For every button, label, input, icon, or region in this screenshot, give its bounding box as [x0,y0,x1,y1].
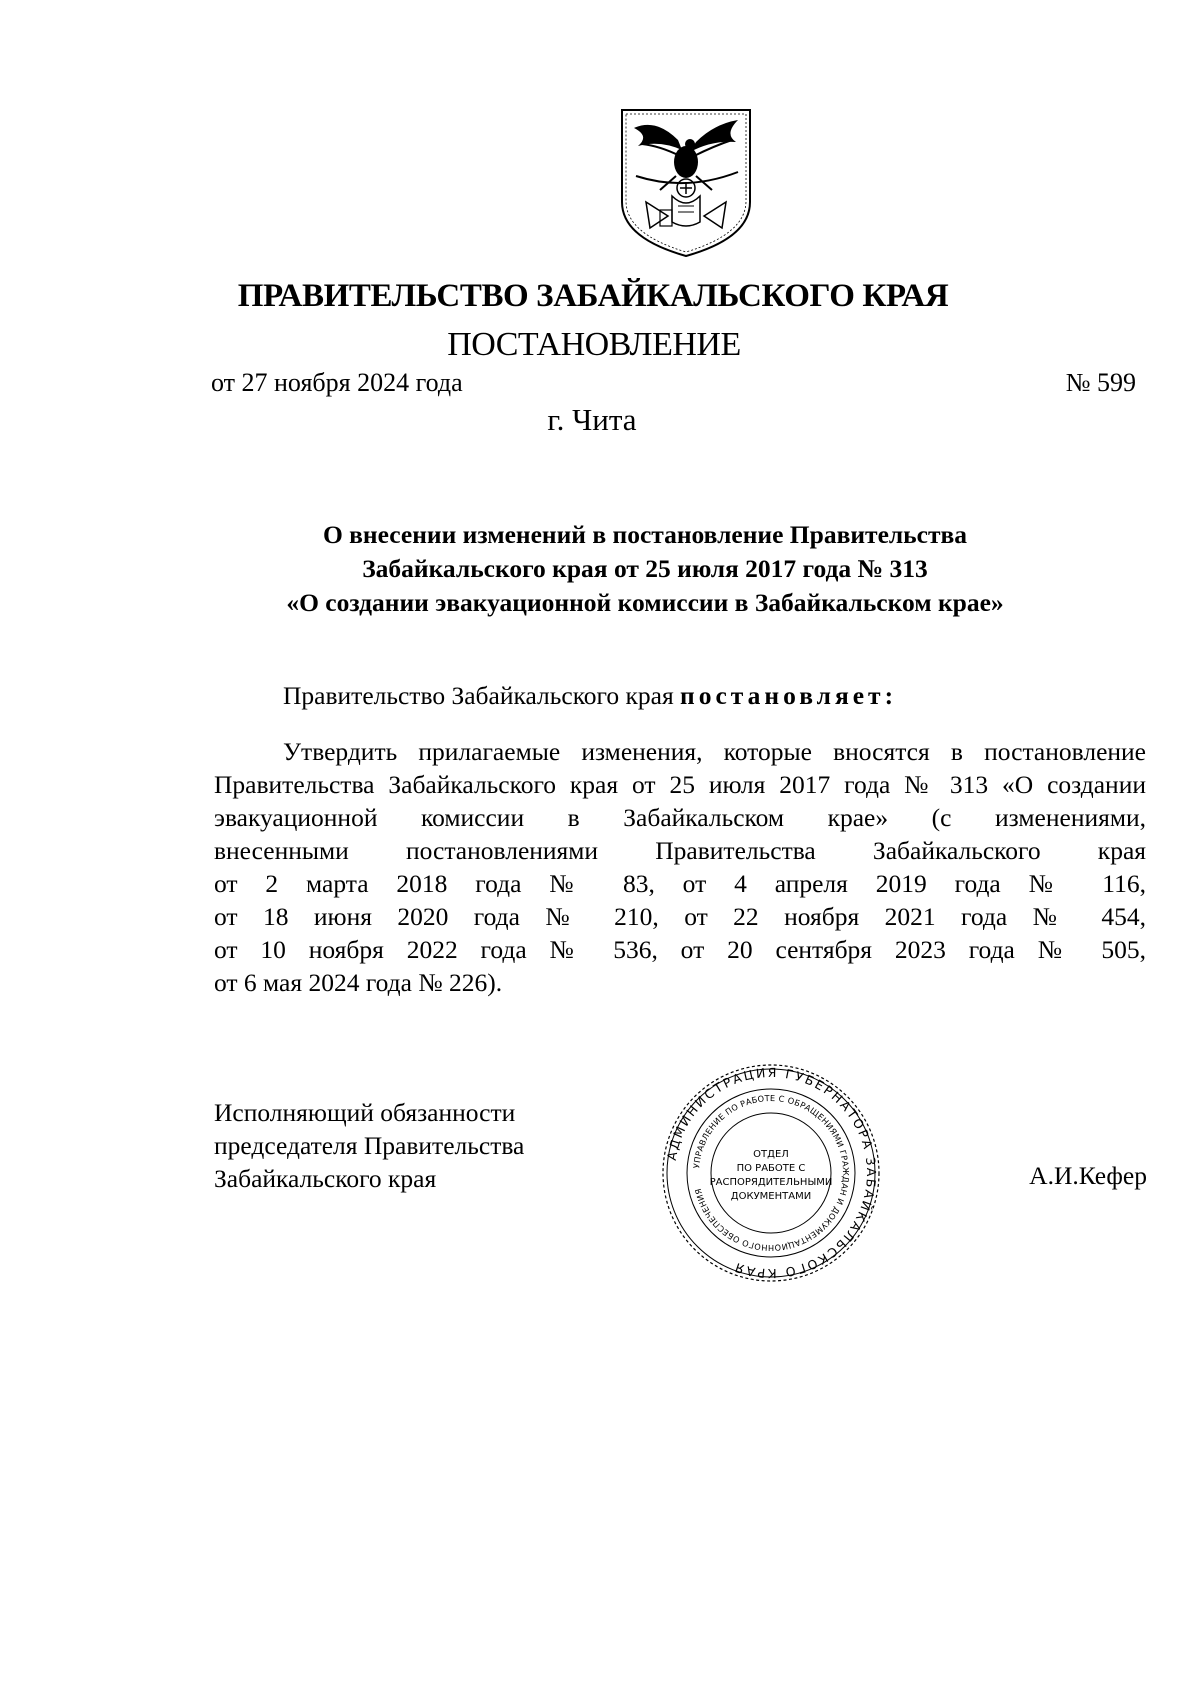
seal-inner-text: УПРАВЛЕНИЕ ПО РАБОТЕ С ОБРАЩЕНИЯМИ ГРАЖДАН И ДОКУМЕНТАЦИОННОГО ОБЕСПЕЧЕНИЯ [691,1092,852,1254]
signer-position-line: Забайкальского края [214,1164,437,1193]
signer-position [214,1096,524,1195]
preamble-verb: постановляет: [680,681,898,710]
subject-line: «О создании эвакуационной комиссии в Забайкальском крае» [286,588,1004,617]
document-subject [230,518,1060,620]
signer-position-line: Исполняющий обязанности [214,1098,516,1127]
subject-line: О внесении изменений в постановление Правительства [322,520,968,549]
body-line: от 18 июня 2020 года № 210, от 22 ноября 2021 года № 454, [214,902,1146,931]
seal-outer-text: АДМИНИСТРАЦИЯ ГУБЕРНАТОРА ЗАБАЙКАЛЬСКОГО КРАЯ [663,1064,880,1282]
document-number: № 599 [1065,368,1136,397]
seal-center-line: ДОКУМЕНТАМИ [730,1191,812,1202]
government-title: ПРАВИТЕЛЬСТВО ЗАБАЙКАЛЬСКОГО КРАЯ [237,278,949,314]
body-line: от 2 марта 2018 года № 83, от 4 апреля 2019 года № 116, [214,869,1146,898]
document-city: г. Чита [547,402,637,437]
preamble-text: Правительство Забайкальского края [283,681,674,710]
seal-center-line: ОТДЕЛ [753,1149,789,1160]
document-date: от 27 ноября 2024 года [211,368,463,397]
body-line: Правительства Забайкальского края от 25 июля 2017 года № 313 «О создании [214,770,1146,799]
body-line: Утвердить прилагаемые изменения, которые вносятся в постановление [283,737,1146,766]
signer-name: А.И.Кефер [1029,1161,1147,1190]
seal-center-line: ПО РАБОТЕ С [736,1163,806,1174]
body-paragraph [214,735,1146,999]
body-line: эвакуационной комиссии в Забайкальском крае» (с изменениями, [214,803,1146,832]
official-seal [661,1063,881,1283]
seal-center-line: РАСПОРЯДИТЕЛЬНЫМИ [709,1177,833,1188]
body-line: от 6 мая 2024 года № 226). [214,968,503,997]
subject-line: Забайкальского края от 25 июля 2017 года № 313 [362,554,928,583]
preamble [283,681,897,711]
coat-of-arms-icon [616,106,756,258]
signer-position-line: председателя Правительства [214,1131,525,1160]
body-line: внесенными постановлениями Правительства Забайкальского края [214,836,1146,865]
body-line: от 10 ноября 2022 года № 536, от 20 сентября 2023 года № 505, [214,935,1146,964]
document-type: ПОСТАНОВЛЕНИЕ [447,326,741,363]
